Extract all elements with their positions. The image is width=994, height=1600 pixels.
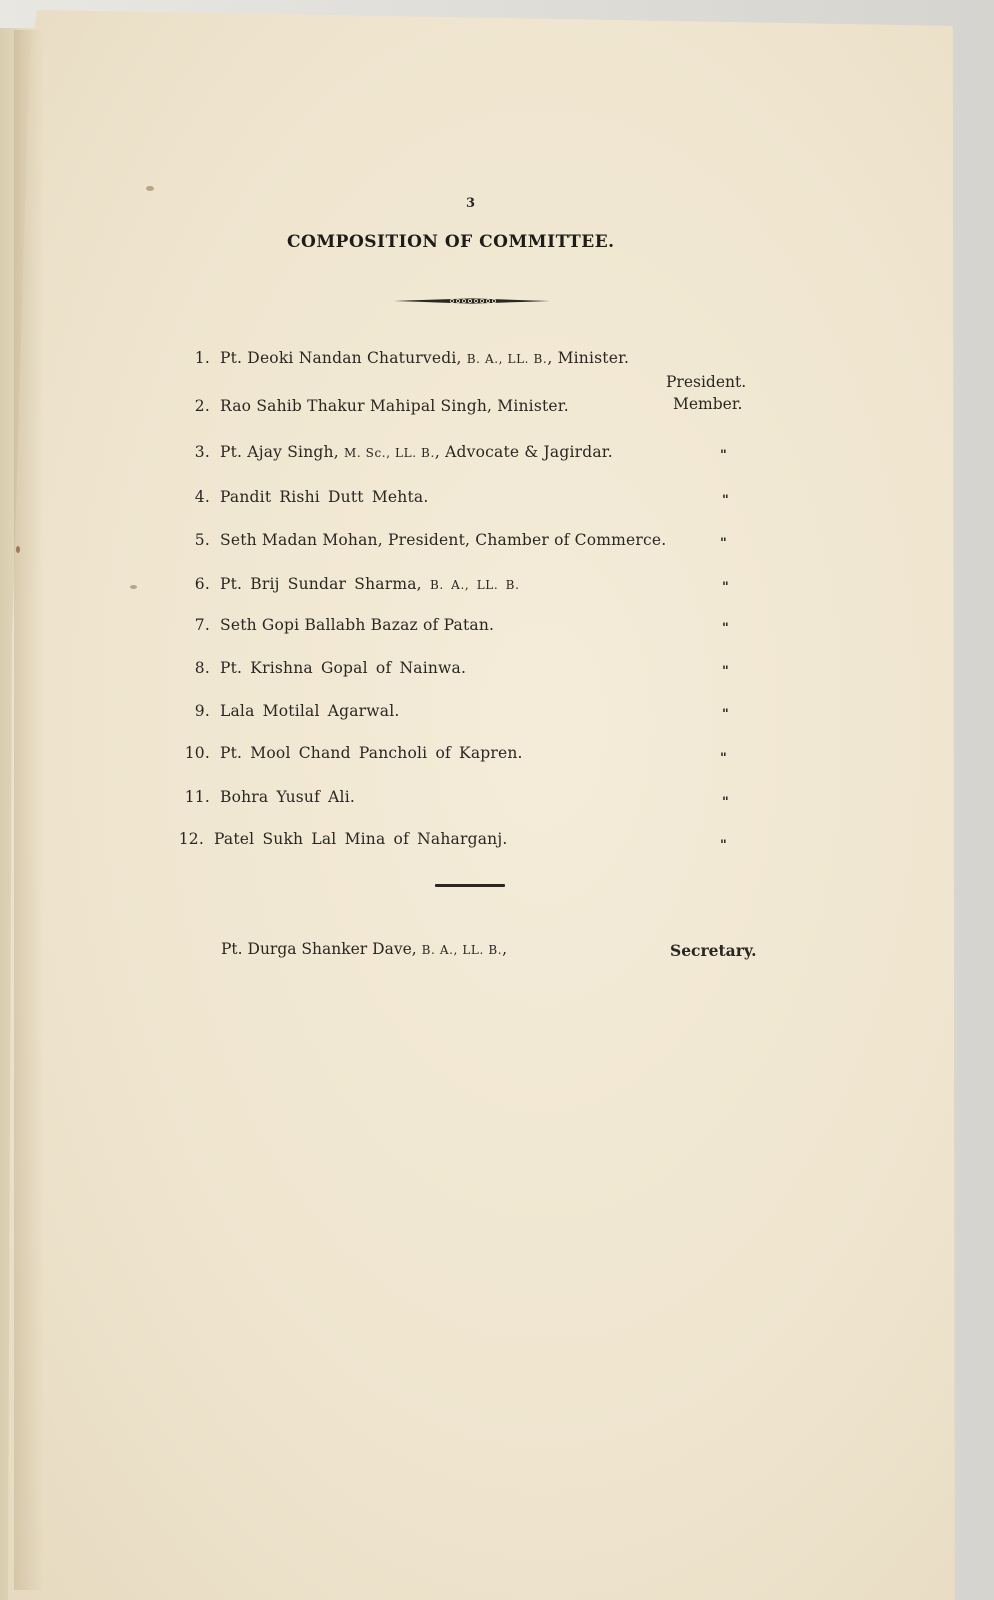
item-number: 12. xyxy=(178,830,204,848)
item-number: 7. xyxy=(194,616,210,634)
ditto-mark: " xyxy=(722,493,729,508)
item-number: 2. xyxy=(194,397,210,415)
list-item xyxy=(176,744,523,762)
secretary-name xyxy=(221,940,507,958)
item-number: 10. xyxy=(184,744,210,762)
list-item xyxy=(186,349,629,367)
member-name: Pt. Krishna Gopal of Nainwa. xyxy=(220,659,467,677)
ditto-mark: " xyxy=(720,838,727,853)
list-item xyxy=(186,616,494,634)
paper-blemish xyxy=(16,546,20,553)
item-number: 1. xyxy=(194,349,210,367)
list-item xyxy=(186,443,613,461)
paper-blemish xyxy=(130,585,137,589)
ditto-mark: " xyxy=(722,664,729,679)
secretary-punct: , xyxy=(502,940,508,958)
member-name: Seth Madan Mohan, President, Chamber of Commerce. xyxy=(220,531,667,549)
member-degree: M. Sc., LL. B. xyxy=(343,446,435,460)
member-name: Bohra Yusuf Ali. xyxy=(220,788,355,806)
member-degree: B. A., LL. B. xyxy=(466,352,548,366)
item-number: 8. xyxy=(194,659,210,677)
member-name: Pt. Ajay Singh, xyxy=(220,443,344,461)
item-number: 9. xyxy=(194,702,210,720)
ditto-mark: " xyxy=(722,707,729,722)
paper-blemish xyxy=(146,186,154,191)
item-number: 5. xyxy=(194,531,210,549)
member-title: , Minister. xyxy=(547,349,630,367)
ditto-mark: " xyxy=(722,795,729,810)
separator-rule xyxy=(435,884,505,887)
list-item xyxy=(186,488,428,506)
list-item xyxy=(186,659,466,677)
list-item xyxy=(174,830,507,848)
ditto-mark: " xyxy=(722,621,729,636)
ditto-mark: " xyxy=(720,751,727,766)
list-item xyxy=(186,531,666,549)
member-name: Seth Gopi Ballabh Bazaz of Patan. xyxy=(220,616,495,634)
ornamental-rule xyxy=(394,296,550,306)
list-item xyxy=(176,788,355,806)
list-item xyxy=(186,702,400,720)
member-name: Pandit Rishi Dutt Mehta. xyxy=(220,488,429,506)
page-number: 3 xyxy=(466,196,476,211)
item-number: 3. xyxy=(194,443,210,461)
secretary-degree: B. A., LL. B. xyxy=(421,943,503,957)
list-item xyxy=(186,575,520,593)
member-name: Pt. Mool Chand Pancholi of Kapren. xyxy=(220,744,523,762)
member-name: Pt. Brij Sundar Sharma, xyxy=(220,575,430,593)
list-item xyxy=(186,397,569,415)
member-degree: B. A., LL. B. xyxy=(429,578,520,592)
member-role: Member. xyxy=(673,395,743,413)
ditto-mark: " xyxy=(720,536,727,551)
member-name: Rao Sahib Thakur Mahipal Singh, Minister. xyxy=(220,397,569,415)
page-title: COMPOSITION OF COMMITTEE. xyxy=(287,232,615,252)
ditto-mark: " xyxy=(720,448,727,463)
ditto-mark: " xyxy=(722,580,729,595)
member-name: Pt. Deoki Nandan Chaturvedi, xyxy=(220,349,467,367)
member-role: President. xyxy=(666,373,747,391)
member-name: Lala Motilal Agarwal. xyxy=(220,702,400,720)
item-number: 11. xyxy=(184,788,210,806)
item-number: 4. xyxy=(194,488,210,506)
secretary-role: Secretary. xyxy=(670,941,757,960)
member-name: Patel Sukh Lal Mina of Naharganj. xyxy=(214,830,508,848)
item-number: 6. xyxy=(194,575,210,593)
member-title: , Advocate & Jagirdar. xyxy=(434,443,613,461)
secretary-name-text: Pt. Durga Shanker Dave, xyxy=(221,940,422,958)
